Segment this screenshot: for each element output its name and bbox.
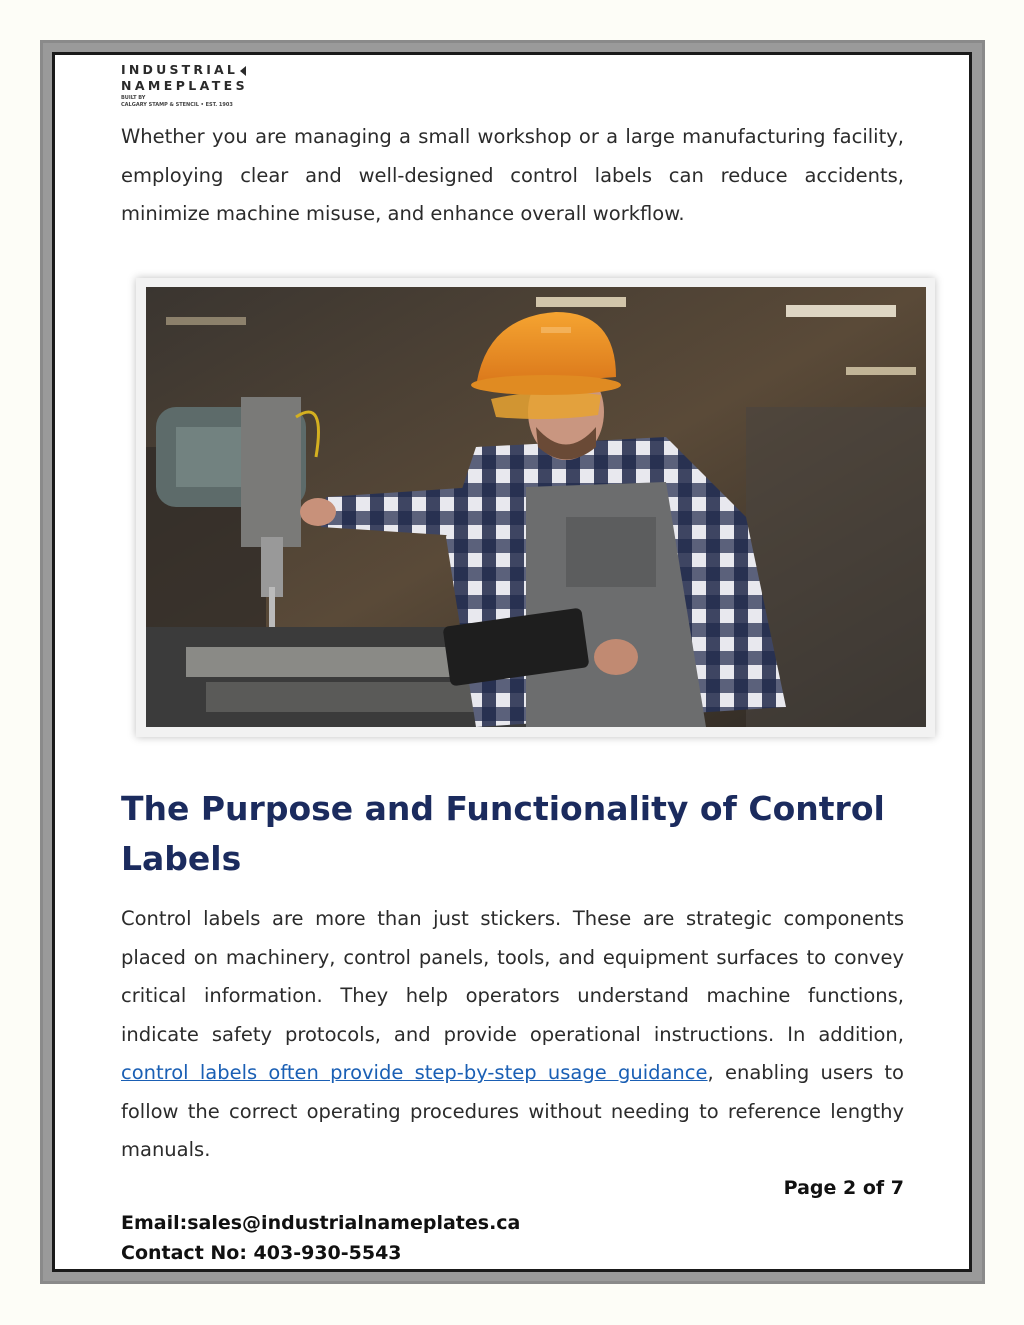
logo-line2: NAMEPLATES: [121, 78, 249, 93]
section-body-after: , enabling users to follow the correct operating procedures without needing to reference lengthy manuals.: [121, 1061, 904, 1161]
contact-phone[interactable]: Contact No: 403-930-5543: [121, 1242, 402, 1264]
intro-paragraph: Whether you are managing a small workshop or a large manufacturing facility, employing clear and well-designed control labels can reduce accidents, minimize machine misuse, and enhance overall workflow.: [121, 125, 904, 225]
contact-block: [121, 1208, 520, 1268]
worker-photo: [146, 287, 926, 727]
company-logo: [121, 62, 261, 112]
photo-frame: [136, 278, 935, 737]
section-paragraph: [121, 900, 904, 1170]
logo-arrow-icon: [240, 66, 246, 76]
logo-sub2: CALGARY STAMP & STENCIL • EST. 1903: [121, 102, 233, 108]
section-body-before: Control labels are more than just stickers. These are strategic components placed on machinery, control panels, tools, and equipment surfaces to convey critical information. They help operators understand machine functions, indicate safety protocols, and provide operational instructions. In addition,: [121, 907, 904, 1046]
contact-email[interactable]: Email:sales@industrialnameplates.ca: [121, 1212, 521, 1234]
logo-line1: INDUSTRIAL: [121, 62, 239, 77]
logo-sub1: BUILT BY: [121, 95, 146, 101]
section-heading: The Purpose and Functionality of Control Labels: [121, 789, 885, 878]
page-number: Page 2 of 7: [783, 1177, 904, 1199]
usage-guidance-link[interactable]: control labels often provide step-by-step usage guidance: [121, 1061, 708, 1084]
